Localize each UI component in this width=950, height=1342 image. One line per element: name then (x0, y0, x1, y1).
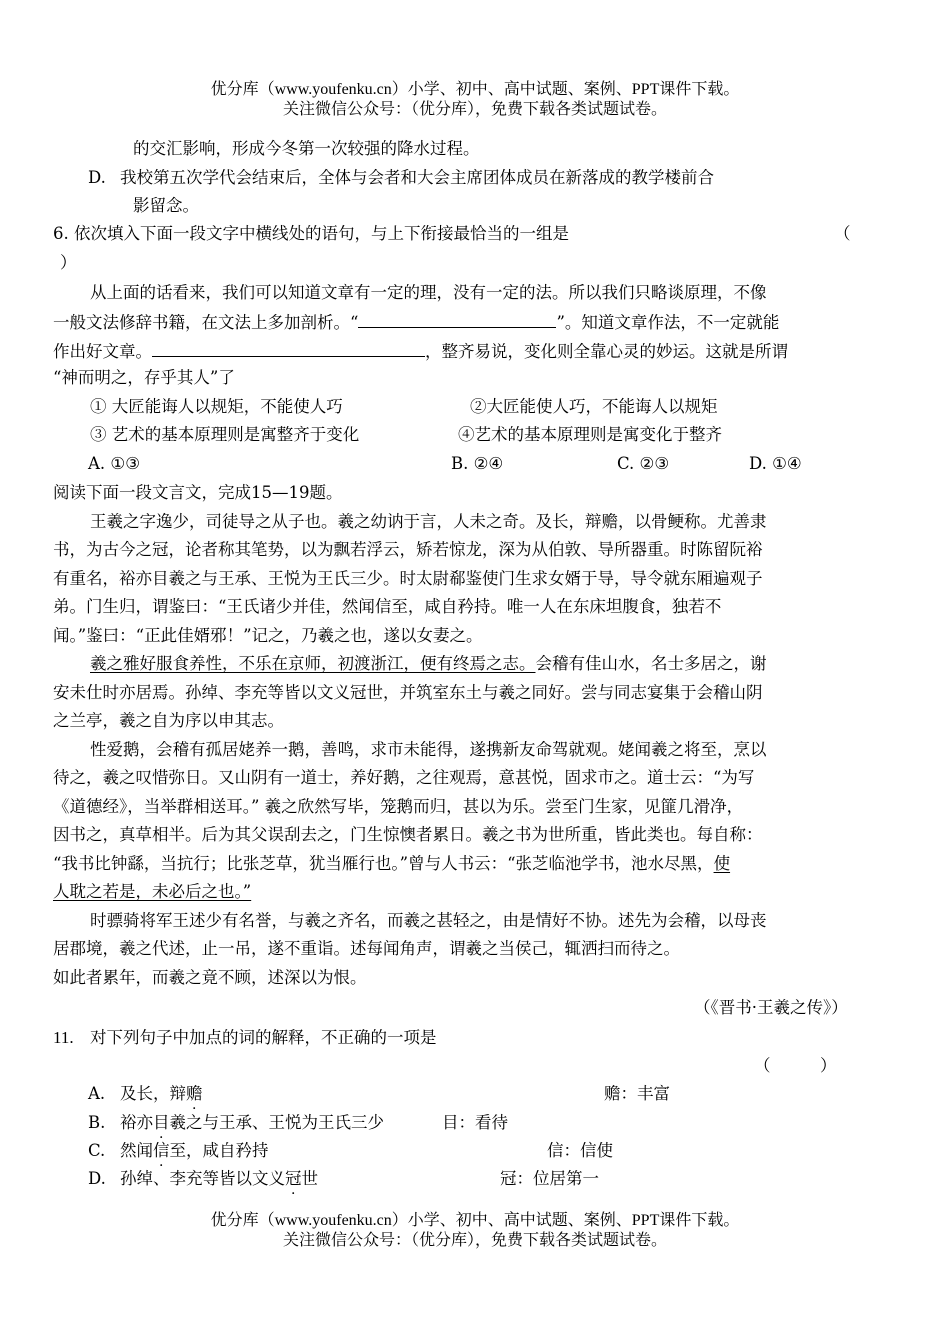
q6-paren-close: ） (60, 253, 77, 272)
footer-line-2: 关注微信公众号：（优分库），免费下载各类试题试卷。 (282, 1232, 667, 1249)
q11-stem: 对下列句子中加点的词的解释，不正确的一项是 (90, 1028, 437, 1047)
passage-line-13 (53, 854, 730, 874)
q6-sentence-1: ① 大匠能诲人以规矩，不能使人巧 (90, 397, 343, 416)
q6-passage-line-2 (53, 311, 779, 333)
q11-option-d-dotted-word: 冠 (285, 1169, 302, 1188)
q5-option-d-text-1: 我校第五次学代会结束后，全体与会者和大会主席团体成员在新落成的教学楼前合 (120, 168, 714, 187)
q6-sentence-4: ④艺术的基本原理则是寓变化于整齐 (458, 425, 722, 444)
q11-option-b-label[interactable]: B. (88, 1113, 106, 1132)
q11-option-c-dotted-word: 信 (153, 1141, 170, 1160)
passage-line-16: 居郡境，羲之代述，止一吊，遂不重诣。述每闻角声，谓羲之当侯己，辄洒扫而待之。 (53, 939, 680, 958)
q6-sentence-2: ②大匠能使人巧，不能诲人以规矩 (470, 397, 718, 416)
passage-line-6 (90, 654, 767, 674)
q11-option-d-pre: 孙绰、李充等皆以文义 (120, 1169, 285, 1188)
passage-line-6b: 会稽有佳山水，名士多居之，谢 (535, 654, 767, 673)
passage-line-2: 书，为古今之冠，论者称其笔势，以为飘若浮云，矫若惊龙，深为从伯敦、导所器重。时陈留阮裕 (53, 540, 763, 559)
passage-line-13a: “我书比钟繇，当抗行；比张芝草，犹当雁行也。”曾与人书云：“张芝临池学书，池水尽黑， (53, 854, 714, 873)
q6-passage-line-1: 从上面的话看来，我们可以知道文章有一定的理，没有一定的法。所以我们只略谈原理，不像 (90, 283, 767, 302)
answer-blank-2[interactable] (152, 340, 425, 357)
q11-option-a-pre: 及长，辩 (120, 1084, 186, 1103)
passage-line-17: 如此者累年，而羲之竟不顾，述深以为恨。 (53, 968, 367, 987)
q5-option-d-text-2: 影留念。 (133, 196, 199, 215)
q11-option-a-label[interactable]: A. (88, 1084, 106, 1103)
q5-option-c-tail: 的交汇影响，形成今冬第一次较强的降水过程。 (133, 139, 480, 158)
q11-option-b-sentence (120, 1113, 384, 1133)
q6-option-a[interactable]: A. ①③ (88, 454, 140, 473)
q11-option-b-dotted-word: 目 (153, 1113, 170, 1132)
q11-option-c-label[interactable]: C. (88, 1141, 106, 1160)
q11-option-b-pre: 裕亦 (120, 1113, 153, 1132)
q11-option-d-sentence (120, 1169, 318, 1189)
passage-line-5: 闻。”鉴曰：“正此佳婿邪！”记之，乃羲之也，遂以女妻之。 (53, 626, 483, 645)
passage-line-14 (53, 882, 251, 902)
q11-option-b-gloss: 目：看待 (442, 1113, 508, 1132)
underlined-sentence-1: 羲之雅好服食养性，不乐在京师，初渡浙江，便有终焉之志。 (90, 654, 536, 673)
answer-blank-1[interactable] (358, 311, 556, 328)
passage-line-12: 因书之，真草相半。后为其父误刮去之，门生惊懊者累日。羲之书为世所重，皆此类也。每自称： (53, 825, 763, 844)
q11-paren: （ ） (754, 1056, 837, 1075)
q11-option-d-post: 世 (301, 1169, 318, 1188)
underlined-sentence-2-start: 使 (713, 854, 731, 873)
q11-option-d-gloss: 冠：位居第一 (500, 1169, 599, 1188)
q11-option-a-sentence (120, 1084, 203, 1104)
q11-option-a-gloss: 赡：丰富 (604, 1084, 670, 1103)
reading-intro: 阅读下面一段文言文，完成15—19题。 (53, 483, 343, 502)
q11-option-c-gloss: 信：信使 (547, 1141, 613, 1160)
header-line-1: 优分库（www.youfenku.cn）小学、初中、高中试题、案例、PPT课件下载。 (210, 81, 740, 98)
q6-option-d[interactable]: D. ①④ (749, 454, 802, 473)
header-line-2: 关注微信公众号：（优分库），免费下载各类试题试卷。 (282, 101, 667, 118)
q6-passage-line-2b: ”。知道文章作法，不一定就能 (556, 313, 780, 332)
underlined-sentence-2-end: 人耽之若是，未必后之也。” (53, 882, 252, 901)
passage-line-7: 安未仕时亦居焉。孙绰、李充等皆以文义冠世，并筑室东土与羲之同好。尝与同志宴集于会稽山阴 (53, 683, 763, 702)
passage-line-10: 待之，羲之叹惜弥日。又山阴有一道士，养好鹅，之往观焉，意甚悦，固求市之。道士云：“为写 (53, 768, 755, 787)
passage-line-15: 时骠骑将军王述少有名誉，与羲之齐名，而羲之甚轻之，由是情好不协。述先为会稽，以母丧 (90, 911, 767, 930)
passage-line-8: 之兰亭，羲之自为序以申其志。 (53, 711, 284, 730)
q11-option-b-post: 羲之与王承、王悦为王氏三少 (169, 1113, 384, 1132)
q5-option-d-label: D. (88, 168, 106, 187)
q6-option-b[interactable]: B. ②④ (451, 454, 504, 473)
q11-option-c-post: 至，咸自矜持 (169, 1141, 269, 1160)
q11-option-c-pre: 然闻 (120, 1141, 153, 1160)
q6-paren-open: （ (834, 224, 851, 243)
q6-option-c[interactable]: C. ②③ (617, 454, 670, 473)
q6-passage-line-3b: ，整齐易说，变化则全靠心灵的妙运。这就是所谓 (425, 342, 788, 361)
q6-passage-line-3 (53, 340, 788, 362)
q6-passage-line-2a: 一般文法修辞书籍，在文法上多加剖析。“ (53, 313, 359, 332)
passage-line-9: 性爱鹅，会稽有孤居姥养一鹅，善鸣，求市未能得，遂携新友命驾就观。姥闻羲之将至，烹以 (90, 740, 767, 759)
footer-line-1: 优分库（www.youfenku.cn）小学、初中、高中试题、案例、PPT课件下载。 (210, 1212, 740, 1229)
q6-stem: 6. 依次填入下面一段文字中横线处的语句，与上下衔接最恰当的一组是 (53, 224, 569, 243)
passage-line-3: 有重名，裕亦目羲之与王承、王悦为王氏三少。时太尉郗鉴使门生求女婿于导，导令就东厢遍观子 (53, 569, 763, 588)
q6-passage-line-4: “神而明之，存乎其人”了 (53, 368, 235, 387)
passage-line-1: 王羲之字逸少，司徒导之从子也。羲之幼讷于言，人未之奇。及长，辩赡，以骨鲠称。尤善隶 (90, 512, 767, 531)
q6-sentence-3: ③ 艺术的基本原理则是寓整齐于变化 (90, 425, 360, 444)
q11-option-d-label[interactable]: D. (88, 1169, 106, 1188)
q11-number: 11. (53, 1028, 74, 1047)
passage-line-11: 《道德经》，当举群相送耳。” 羲之欣然写毕，笼鹅而归，甚以为乐。尝至门生家，见篚几滑净， (53, 797, 744, 816)
passage-line-4: 弟。门生归，谓鉴曰：“王氏诸少并佳，然闻信至，咸自矜持。唯一人在东床坦腹食，独若不 (53, 597, 722, 616)
passage-source: （《晋书·王羲之传》） (694, 998, 848, 1017)
q6-passage-line-3a: 作出好文章。 (53, 342, 152, 361)
q11-option-a-dotted-word: 赡 (186, 1084, 203, 1103)
q11-option-c-sentence (120, 1141, 269, 1161)
